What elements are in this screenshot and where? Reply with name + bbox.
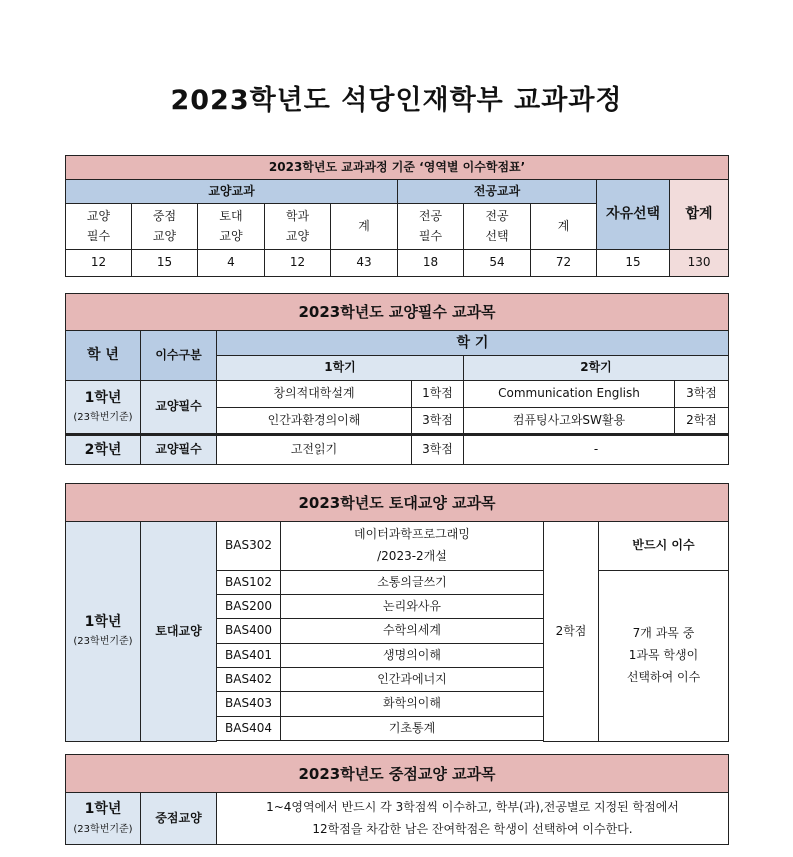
elective-note: 7개 과목 중 1과목 학생이 선택하여 이수 [599,571,729,742]
required-courses-table [65,293,729,465]
credit-cell: 2학점 [544,522,599,742]
value-cell: 12 [265,250,331,277]
group-general-header: 교양교과 [66,180,398,204]
course-code: BAS402 [217,668,281,692]
foundation-courses-caption: 2023학년도 토대교양 교과목 [66,484,729,522]
course-credit: 3학점 [675,381,729,408]
col-header: 중점 교양 [132,204,198,250]
credit-summary-table [65,155,729,277]
semester-2-header: 2학기 [464,356,729,381]
course-name: 데이터과학프로그래밍 /2023-2개설 [281,522,544,571]
credit-summary-caption: 2023학년도 교과과정 기준 ‘영역별 이수학점표’ [66,156,729,180]
col-header: 학과 교양 [265,204,331,250]
year-2-cell: 2학년 [66,435,141,465]
core-courses-table [65,754,729,845]
course-code: BAS200 [217,595,281,619]
course-name: - [464,435,729,465]
free-elective-header: 자유선택 [597,180,670,250]
col-header: 교양 필수 [66,204,132,250]
semester-1-header: 1학기 [217,356,464,381]
semester-header: 학 기 [217,331,729,356]
course-name: 생명의이해 [281,644,544,668]
value-cell: 12 [66,250,132,277]
group-major-header: 전공교과 [398,180,597,204]
year-1-cell: 1학년 (23학번기준) [66,381,141,435]
course-code: BAS403 [217,692,281,717]
col-header: 전공 필수 [398,204,464,250]
course-credit: 3학점 [412,408,464,435]
type-cell: 중점교양 [141,793,217,845]
course-name: 논리와사유 [281,595,544,619]
course-credit: 3학점 [412,435,464,465]
year-header: 학 년 [66,331,141,381]
total-header: 합계 [670,180,729,250]
course-code: BAS400 [217,619,281,644]
type-cell: 토대교양 [141,522,217,742]
value-cell: 72 [531,250,597,277]
value-cell: 18 [398,250,464,277]
core-description: 1~4영역에서 반드시 각 3학점씩 이수하고, 학부(과),전공별로 지정된 학점에서 12학점을 차감한 남은 잔여학점은 학생이 선택하여 이수한다. [217,793,729,845]
course-name: 화학의이해 [281,692,544,717]
value-cell: 4 [198,250,265,277]
course-name: 수학의세계 [281,619,544,644]
year-1-cell: 1학년 (23학번기준) [66,793,141,845]
course-code: BAS302 [217,522,281,571]
value-cell: 15 [597,250,670,277]
year-1-cell: 1학년 (23학번기준) [66,522,141,742]
page-title: 2023학년도 석당인재학부 교과과정 [170,85,623,116]
course-name: 기초통계 [281,717,544,741]
course-name: 컴퓨팅사고와SW활용 [464,408,675,435]
course-code: BAS404 [217,717,281,741]
course-name: 고전읽기 [217,435,412,465]
core-courses-caption: 2023학년도 중점교양 교과목 [66,755,729,793]
total-value-cell: 130 [670,250,729,277]
course-code: BAS102 [217,571,281,595]
col-header: 계 [531,204,597,250]
type-cell: 교양필수 [141,381,217,435]
foundation-courses-table [65,483,729,742]
course-name: 소통의글쓰기 [281,571,544,595]
type-header: 이수구분 [141,331,217,381]
value-cell: 43 [331,250,398,277]
type-cell: 교양필수 [141,435,217,465]
must-take-note: 반드시 이수 [599,522,729,571]
col-header: 토대 교양 [198,204,265,250]
course-credit: 1학점 [412,381,464,408]
required-courses-caption: 2023학년도 교양필수 교과목 [66,294,729,331]
course-code: BAS401 [217,644,281,668]
value-cell: 54 [464,250,531,277]
course-name: 인간과환경의이해 [217,408,412,435]
col-header: 계 [331,204,398,250]
course-credit: 2학점 [675,408,729,435]
course-name: 창의적대학설계 [217,381,412,408]
course-name: Communication English [464,381,675,408]
col-header: 전공 선택 [464,204,531,250]
course-name: 인간과에너지 [281,668,544,692]
value-cell: 15 [132,250,198,277]
